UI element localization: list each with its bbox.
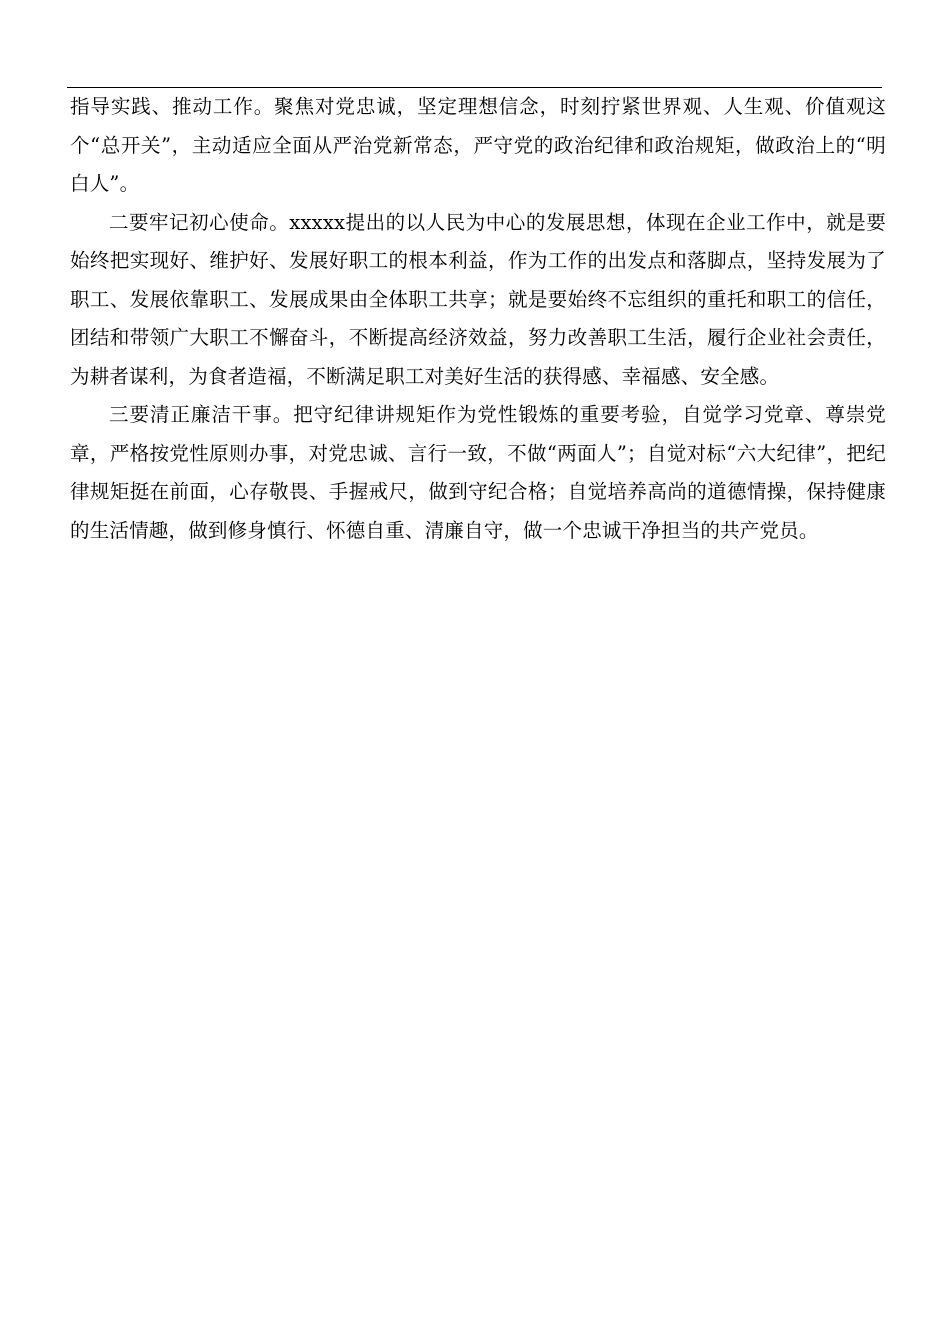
paragraph-remember-mission: 二要牢记初心使命。xxxxx提出的以人民为中心的发展思想，体现在企业工作中，就是要始终把实现好、维护好、发展好职工的根本利益，作为工作的出发点和落脚点，坚持发展为了职工、发展依靠职工、发展成果由全体职工共享；就是要始终不忘组织的重托和职工的信任，团结和带领广大职工不懈奋斗，不断提高经济效益，努力改善职工生活，履行企业社会责任，为耕者谋利，为食者造福，不断满足职工对美好生活的获得感、幸福感、安全感。 bbox=[70, 210, 886, 388]
document-body bbox=[70, 88, 886, 550]
paragraph-integrity: 三要清正廉洁干事。把守纪律讲规矩作为党性锻炼的重要考验，自觉学习党章、尊崇党章，严格按党性原则办事，对党忠诚、言行一致，不做“两面人”；自觉对标“六大纪律”，把纪律规矩挺在前面，心存敬畏、手握戒尺，做到守纪合格；自觉培养高尚的道德情操，保持健康的生活情趣，做到修身慎行、怀德自重、清廉自守，做一个忠诚干净担当的共产党员。 bbox=[70, 403, 886, 542]
paragraph-continued: 指导实践、推动工作。聚焦对党忠诚，坚定理想信念，时刻拧紧世界观、人生观、价值观这个“总开关”，主动适应全面从严治党新常态，严守党的政治纪律和政治规矩，做政治上的“明白人”。 bbox=[70, 95, 886, 195]
